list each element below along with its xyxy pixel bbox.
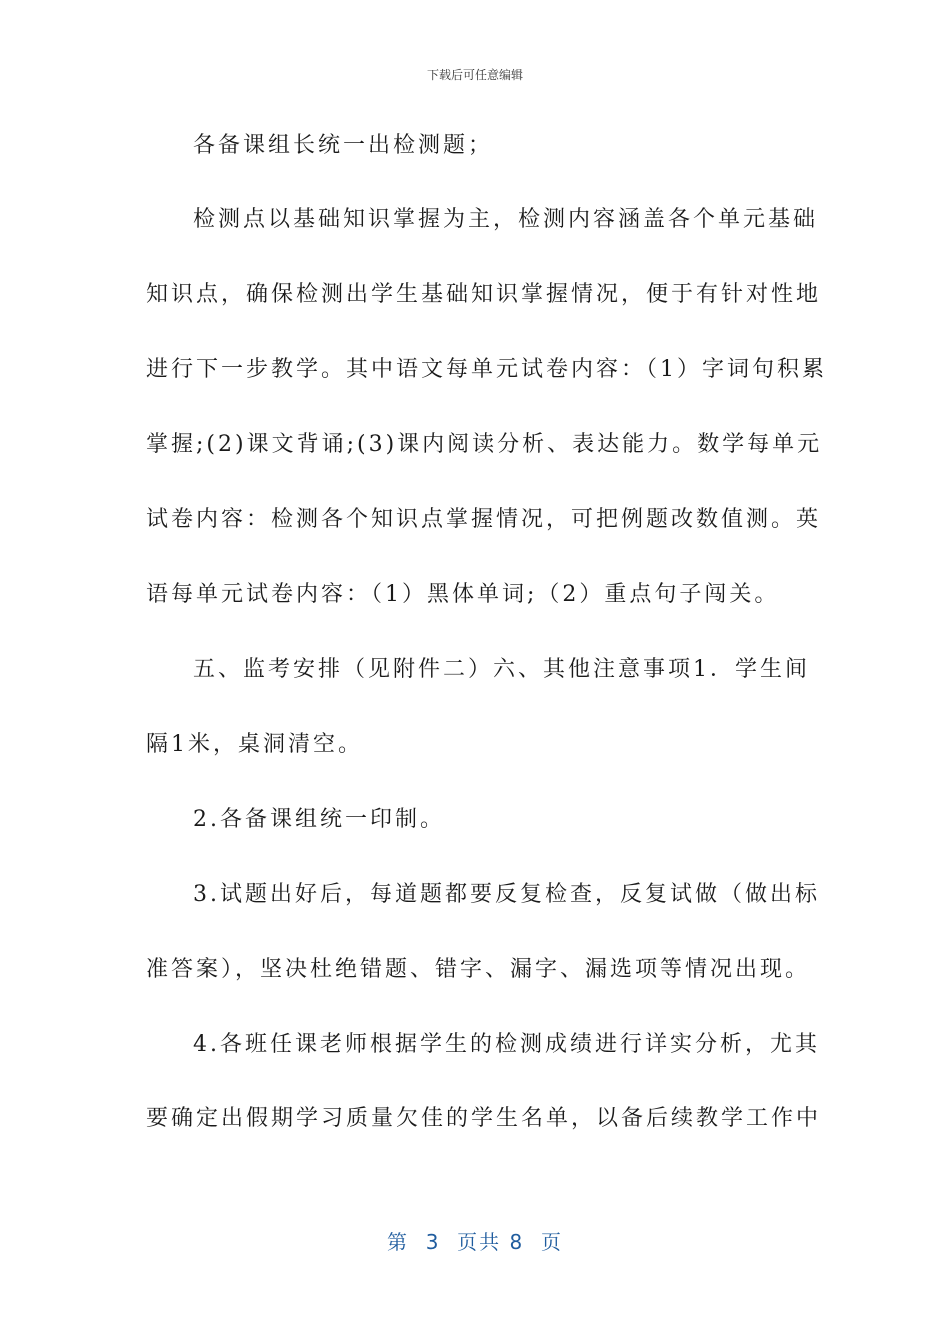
text-line-6: 试卷内容：检测各个知识点掌握情况，可把例题改数值测。英 bbox=[146, 507, 822, 532]
text-line-12: 准答案），坚决杜绝错题、错字、漏字、漏选项等情况出现。 bbox=[146, 957, 811, 982]
text-line-8: 五、监考安排（见附件二）六、其他注意事项1．学生间 bbox=[193, 657, 810, 682]
page-number-footer: 第 3 页共 8 页 bbox=[387, 1230, 563, 1254]
text-line-14: 要确定出假期学习质量欠佳的学生名单，以备后续教学工作中 bbox=[146, 1106, 822, 1131]
text-line-11: 3.试题出好后，每道题都要反复检查，反复试做（做出标 bbox=[193, 882, 820, 907]
text-line-7: 语每单元试卷内容：（1）黑体单词;（2）重点句子闯关。 bbox=[146, 582, 780, 607]
text-line-2: 检测点以基础知识掌握为主，检测内容涵盖各个单元基础 bbox=[193, 207, 819, 232]
text-line-3: 知识点，确保检测出学生基础知识掌握情况，便于有针对性地 bbox=[146, 282, 822, 307]
page-header: 下载后可任意编辑 bbox=[426, 68, 523, 82]
text-line-4: 进行下一步教学。其中语文每单元试卷内容：（1）字词句积累 bbox=[146, 357, 827, 382]
text-line-13: 4.各班任课老师根据学生的检测成绩进行详实分析，尤其 bbox=[193, 1032, 820, 1057]
text-line-9: 隔1米，桌洞清空。 bbox=[146, 732, 363, 757]
text-line-5: 掌握;(2)课文背诵;(3)课内阅读分析、表达能力。数学每单元 bbox=[146, 432, 823, 457]
text-line-1: 各备课组长统一出检测题； bbox=[193, 133, 494, 158]
text-line-10: 2.各备课组统一印制。 bbox=[193, 807, 445, 832]
